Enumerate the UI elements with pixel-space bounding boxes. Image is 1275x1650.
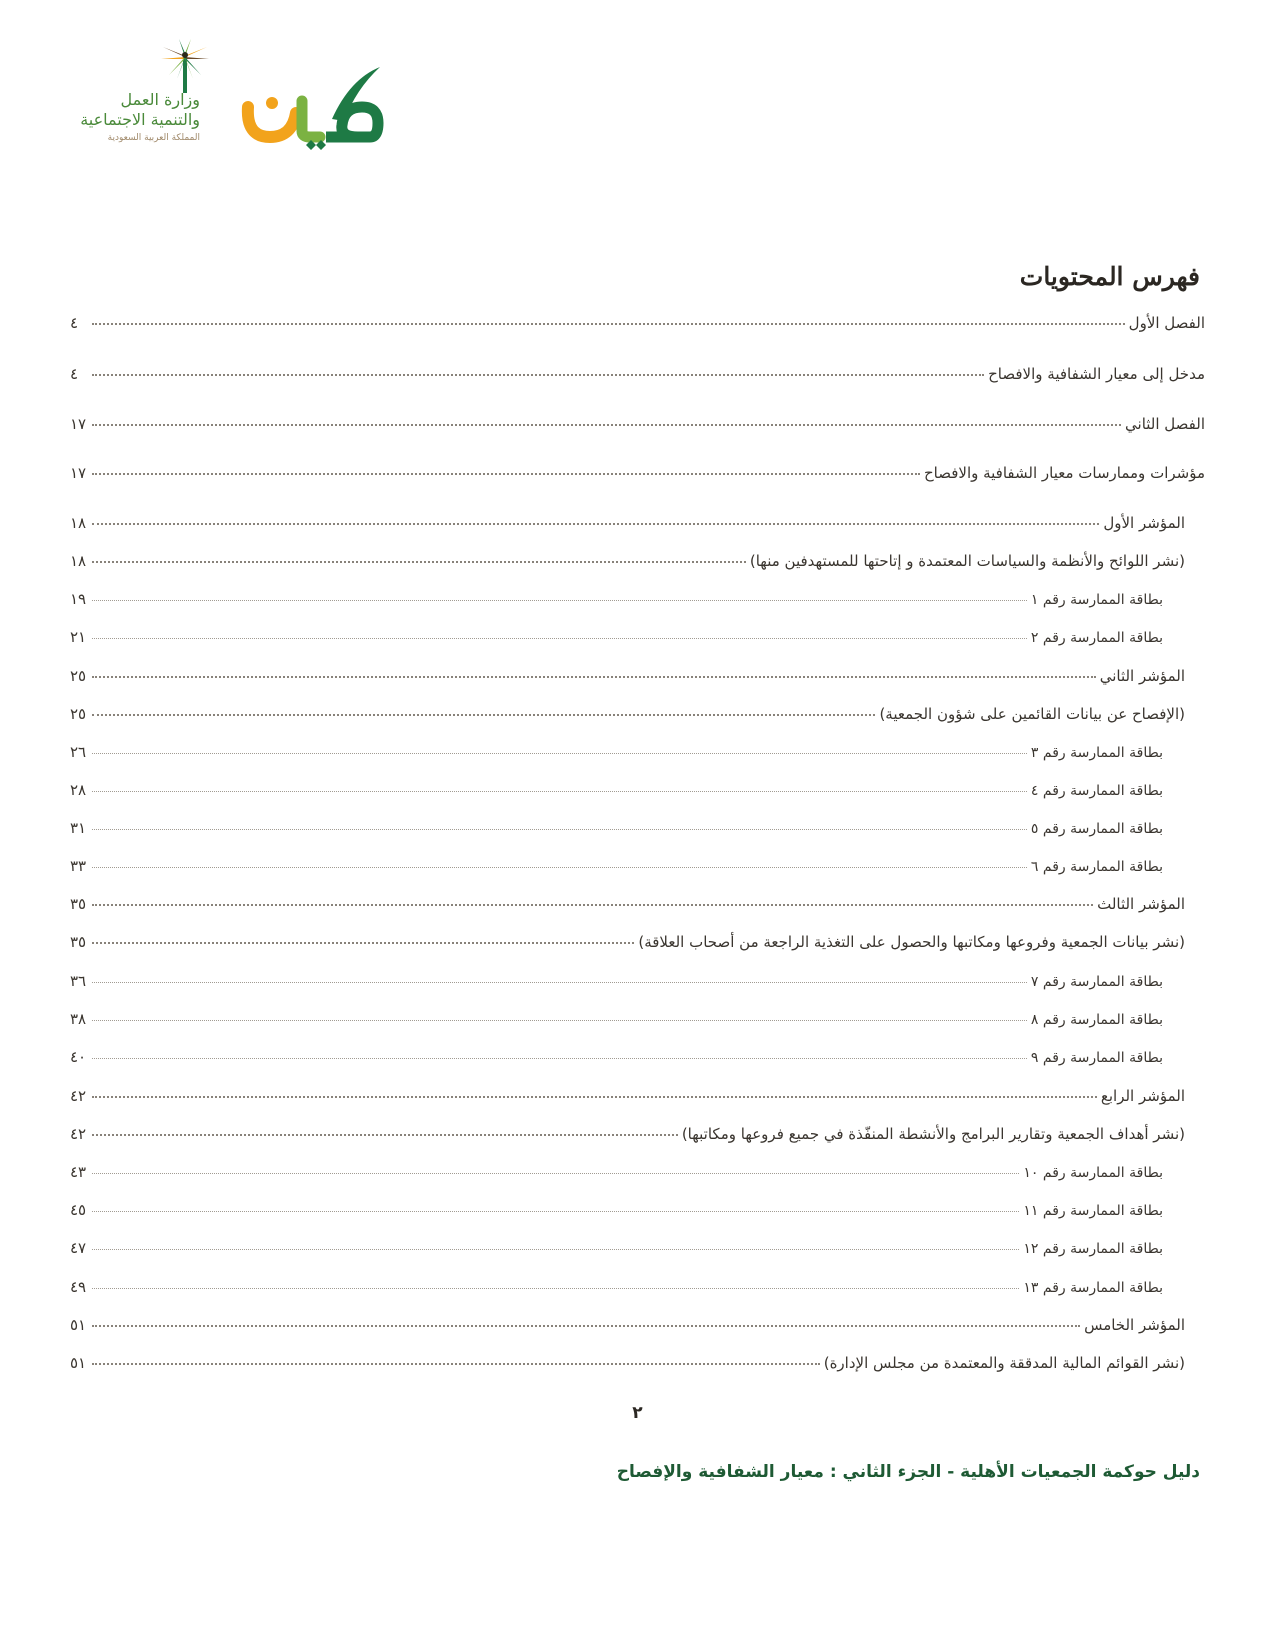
toc-leader-dots <box>92 1311 1080 1327</box>
footer-document-title: دليل حوكمة الجمعيات الأهلية - الجزء الثاني : معيار الشفافية والإفصاح <box>616 1462 1200 1482</box>
toc-entry-label: بطاقة الممارسة رقم ٣ <box>1030 745 1163 761</box>
toc-entry-page: ٤٢ <box>70 1087 87 1105</box>
toc-leader-dots <box>92 1235 1019 1250</box>
toc-leader-dots <box>92 624 1027 639</box>
toc-entry-page: ٤ <box>70 314 79 332</box>
toc-leader-dots <box>92 1006 1027 1021</box>
toc-leader-dots <box>92 459 920 475</box>
toc-entry-practice[interactable] <box>70 817 1163 840</box>
toc-leader-dots <box>92 1044 1027 1059</box>
toc-entry-page: ٥١ <box>70 1354 87 1372</box>
ministry-logo <box>60 30 200 160</box>
toc-entry-label: بطاقة الممارسة رقم ١٠ <box>1023 1165 1163 1181</box>
toc-entry-page: ١٨ <box>70 552 87 570</box>
toc-entry-chapter[interactable] <box>70 462 1205 484</box>
toc-entry-indicator[interactable] <box>70 1085 1185 1107</box>
ministry-name-line1: وزارة العمل <box>120 90 200 109</box>
toc-entry-chapter[interactable] <box>70 413 1205 435</box>
toc-leader-dots <box>92 853 1027 868</box>
toc-entry-indicator[interactable] <box>70 931 1185 953</box>
toc-entry-practice[interactable] <box>70 741 1163 764</box>
toc-entry-practice[interactable] <box>70 1161 1163 1184</box>
toc-entry-label: بطاقة الممارسة رقم ٢ <box>1030 630 1163 646</box>
toc-entry-page: ٤٢ <box>70 1125 87 1143</box>
toc-entry-indicator[interactable] <box>70 1314 1185 1336</box>
toc-entry-label: مؤشرات وممارسات معيار الشفافية والافصاح <box>923 464 1205 482</box>
makeen-logo-icon <box>240 65 390 155</box>
toc-entry-page: ٣٨ <box>70 1010 87 1028</box>
toc-entry-page: ٣٥ <box>70 895 87 913</box>
toc-entry-practice[interactable] <box>70 1008 1163 1031</box>
toc-title: فهرس المحتويات <box>1019 262 1200 291</box>
toc-entry-page: ٢٦ <box>70 743 87 761</box>
toc-entry-indicator[interactable] <box>70 550 1185 572</box>
toc-entry-page: ٤٩ <box>70 1278 87 1296</box>
toc-entry-label: المؤشر الثالث <box>1097 895 1185 913</box>
toc-entry-label: المؤشر الرابع <box>1100 1087 1185 1105</box>
toc-entry-label: بطاقة الممارسة رقم ٨ <box>1030 1012 1163 1028</box>
toc-leader-dots <box>92 928 634 944</box>
toc-leader-dots <box>92 547 746 563</box>
toc-leader-dots <box>92 1159 1019 1174</box>
toc-entry-label: بطاقة الممارسة رقم ١ <box>1030 592 1163 608</box>
toc-entry-indicator[interactable] <box>70 1352 1185 1374</box>
toc-entry-label: (نشر بيانات الجمعية وفروعها ومكاتبها والحصول على التغذية الراجعة من أصحاب العلاقة) <box>638 933 1185 951</box>
toc-entry-practice[interactable] <box>70 1046 1163 1069</box>
ministry-name-line2: والتنمية الاجتماعية <box>80 110 200 129</box>
toc-leader-dots <box>92 1349 820 1365</box>
toc-entry-page: ٢٥ <box>70 667 87 685</box>
toc-entry-page: ١٨ <box>70 514 87 532</box>
toc-entry-indicator[interactable] <box>70 893 1185 915</box>
toc-leader-dots <box>92 586 1027 601</box>
toc-entry-label: بطاقة الممارسة رقم ١١ <box>1023 1203 1163 1219</box>
toc-entry-page: ٣٥ <box>70 933 87 951</box>
toc-entry-practice[interactable] <box>70 1276 1163 1299</box>
toc-entry-page: ٤٥ <box>70 1201 87 1219</box>
toc-entry-page: ٢٥ <box>70 705 87 723</box>
toc-entry-label: (نشر القوائم المالية المدققة والمعتمدة من مجلس الإدارة) <box>823 1354 1185 1372</box>
toc-entry-label: بطاقة الممارسة رقم ١٣ <box>1023 1280 1163 1296</box>
toc-entry-label: المؤشر الثاني <box>1099 667 1185 685</box>
toc-entry-practice[interactable] <box>70 1237 1163 1260</box>
toc-leader-dots <box>92 1274 1019 1289</box>
ministry-country: المملكة العربية السعودية <box>107 133 200 143</box>
toc-entry-practice[interactable] <box>70 855 1163 878</box>
toc-entry-chapter[interactable] <box>70 312 1205 334</box>
palm-tree-icon <box>155 35 215 95</box>
toc-entry-label: (نشر أهداف الجمعية وتقارير البرامج والأنشطة المنفّذة في جميع فروعها ومكاتبها) <box>681 1125 1185 1143</box>
toc-entry-page: ٣٦ <box>70 972 87 990</box>
toc-leader-dots <box>92 662 1096 678</box>
toc-entry-indicator[interactable] <box>70 1123 1185 1145</box>
ministry-name <box>40 90 200 146</box>
toc-entry-page: ٣٣ <box>70 857 87 875</box>
toc-entry-label: مدخل إلى معيار الشفافية والافصاح <box>988 365 1205 383</box>
toc-entry-page: ٢١ <box>70 628 87 646</box>
toc-entry-label: بطاقة الممارسة رقم ٩ <box>1030 1050 1163 1066</box>
toc-entry-chapter[interactable] <box>70 363 1205 385</box>
toc-entry-page: ١٧ <box>70 464 87 482</box>
toc-entry-practice[interactable] <box>70 588 1163 611</box>
toc-entry-label: (الإفصاح عن بيانات القائمين على شؤون الجمعية) <box>879 705 1185 723</box>
toc-leader-dots <box>92 739 1027 754</box>
toc-leader-dots <box>92 410 1121 426</box>
toc-entry-page: ٣١ <box>70 819 87 837</box>
toc-entry-page: ١٧ <box>70 415 87 433</box>
toc-entry-label: بطاقة الممارسة رقم ٥ <box>1030 821 1163 837</box>
toc-entry-label: بطاقة الممارسة رقم ٧ <box>1030 974 1163 990</box>
toc-entry-indicator[interactable] <box>70 703 1185 725</box>
page-number: ٢ <box>632 1403 643 1423</box>
toc-entry-indicator[interactable] <box>70 512 1185 534</box>
toc-entry-label: المؤشر الخامس <box>1084 1316 1185 1334</box>
toc-entry-page: ٢٨ <box>70 781 87 799</box>
toc-leader-dots <box>92 777 1027 792</box>
toc-entry-page: ٤٠ <box>70 1048 87 1066</box>
toc-entry-label: بطاقة الممارسة رقم ٦ <box>1030 859 1163 875</box>
toc-entry-practice[interactable] <box>70 626 1163 649</box>
toc-leader-dots <box>92 360 984 376</box>
toc-entry-label: بطاقة الممارسة رقم ٤ <box>1030 783 1163 799</box>
toc-entry-label: بطاقة الممارسة رقم ١٢ <box>1023 1241 1163 1257</box>
toc-entry-label: الفصل الأول <box>1128 314 1205 332</box>
toc-entry-practice[interactable] <box>70 1199 1163 1222</box>
toc-entry-page: ٤٧ <box>70 1239 87 1257</box>
toc-leader-dots <box>92 700 875 716</box>
toc-leader-dots <box>92 509 1099 525</box>
toc-entry-practice[interactable] <box>70 779 1163 802</box>
toc-entry-page: ٤٣ <box>70 1163 87 1181</box>
toc-leader-dots <box>92 968 1027 983</box>
toc-entry-label: المؤشر الأول <box>1103 514 1185 532</box>
toc-leader-dots <box>92 890 1093 906</box>
toc-leader-dots <box>92 1120 678 1136</box>
toc-leader-dots <box>92 1082 1097 1098</box>
toc-entry-label: الفصل الثاني <box>1125 415 1205 433</box>
program-logo <box>240 65 390 155</box>
header-logos <box>60 30 400 160</box>
toc-leader-dots <box>92 1197 1019 1212</box>
toc-entry-practice[interactable] <box>70 970 1163 993</box>
toc-entry-page: ١٩ <box>70 590 87 608</box>
toc-entry-page: ٥١ <box>70 1316 87 1334</box>
toc-leader-dots <box>92 815 1027 830</box>
toc-entry-page: ٤ <box>70 365 79 383</box>
toc-leader-dots <box>92 309 1125 325</box>
toc-entry-label: (نشر اللوائح والأنظمة والسياسات المعتمدة و إتاحتها للمستهدفين منها) <box>749 552 1185 570</box>
toc-entry-indicator[interactable] <box>70 665 1185 687</box>
